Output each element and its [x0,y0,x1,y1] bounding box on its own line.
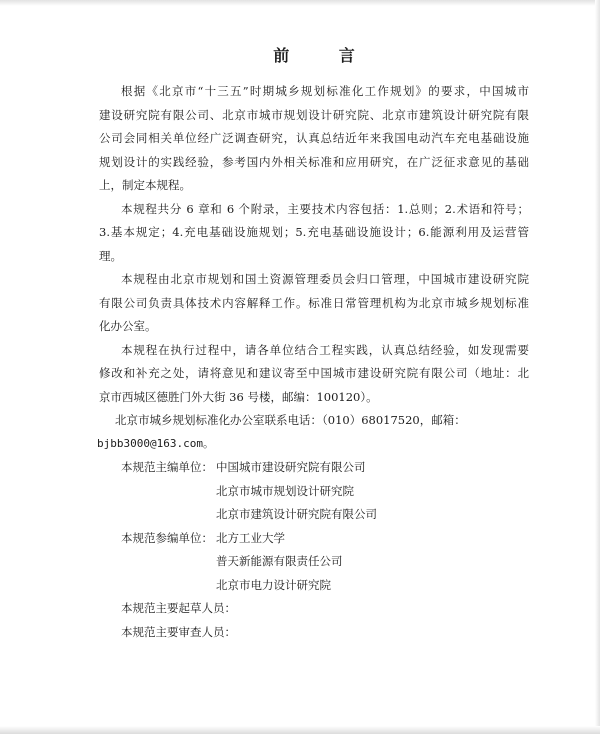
co-editor-label: 本规范参编单位： [121,531,213,545]
chief-editor-unit-1: 中国城市建设研究院有限公司 [216,460,366,474]
contact-email: bjbb3000@163.com。 [97,437,214,450]
chief-editor-unit-3: 北京市建筑设计研究院有限公司 [216,507,377,521]
paragraph-1-line-4: 规划设计的实践经验，参考国内外相关标准和应用研究，在广泛征求意见的基础 [99,155,529,169]
chief-editor-label: 本规范主编单位： [121,460,213,474]
contact-line: 北京市城乡规划标准化办公室联系电话：（010）68017520，邮箱： [115,413,466,427]
page-right-edge [595,0,600,734]
paragraph-4-line-3: 京市西城区德胜门外大街 36 号楼，邮编：100120）。 [99,390,378,404]
reviewers-label: 本规范主要审查人员： [121,625,236,639]
paragraph-1-line-2: 建设研究院有限公司、北京市城市规划设计研究院、北京市建筑设计研究院有限 [99,108,529,122]
page-top-edge [0,0,600,6]
paragraph-1-line-5: 上，制定本规程。 [99,178,191,192]
paragraph-1-line-1: 根据《北京市“十三五”时期城乡规划标准化工作规划》的要求，中国城市 [121,84,529,98]
paragraph-4-line-2: 修改和补充之处，请将意见和建议寄至中国城市建设研究院有限公司（地址：北 [99,366,529,380]
chief-editor-unit-2: 北京市城市规划设计研究院 [216,484,354,498]
co-editor-unit-1: 北方工业大学 [216,531,285,545]
page-title: 前 言 [273,46,377,65]
paragraph-3-line-2: 有限公司负责具体技术内容解释工作。标准日常管理机构为北京市城乡规划标准 [99,296,529,310]
drafters-label: 本规范主要起草人员： [121,601,236,615]
paragraph-3-line-3: 化办公室。 [99,319,157,333]
paragraph-4-line-1: 本规程在执行过程中，请各单位结合工程实践，认真总结经验，如发现需要 [121,343,529,357]
paragraph-2-line-2: 3.基本规定；4.充电基础设施规划；5.充电基础设施设计；6.能源利用及运营管 [99,225,529,239]
page-bottom-edge [0,726,600,734]
paragraph-2-line-1: 本规程共分 6 章和 6 个附录，主要技术内容包括：1.总则；2.术语和符号； [121,202,529,216]
co-editor-unit-2: 普天新能源有限责任公司 [216,554,343,568]
paragraph-2-line-3: 理。 [99,249,122,263]
paragraph-1-line-3: 公司会同相关单位经广泛调查研究，认真总结近年来我国电动汽车充电基础设施 [99,131,529,145]
co-editor-unit-3: 北京市电力设计研究院 [216,578,331,592]
paragraph-3-line-1: 本规程由北京市规划和国土资源管理委员会归口管理，中国城市建设研究院 [121,272,529,286]
